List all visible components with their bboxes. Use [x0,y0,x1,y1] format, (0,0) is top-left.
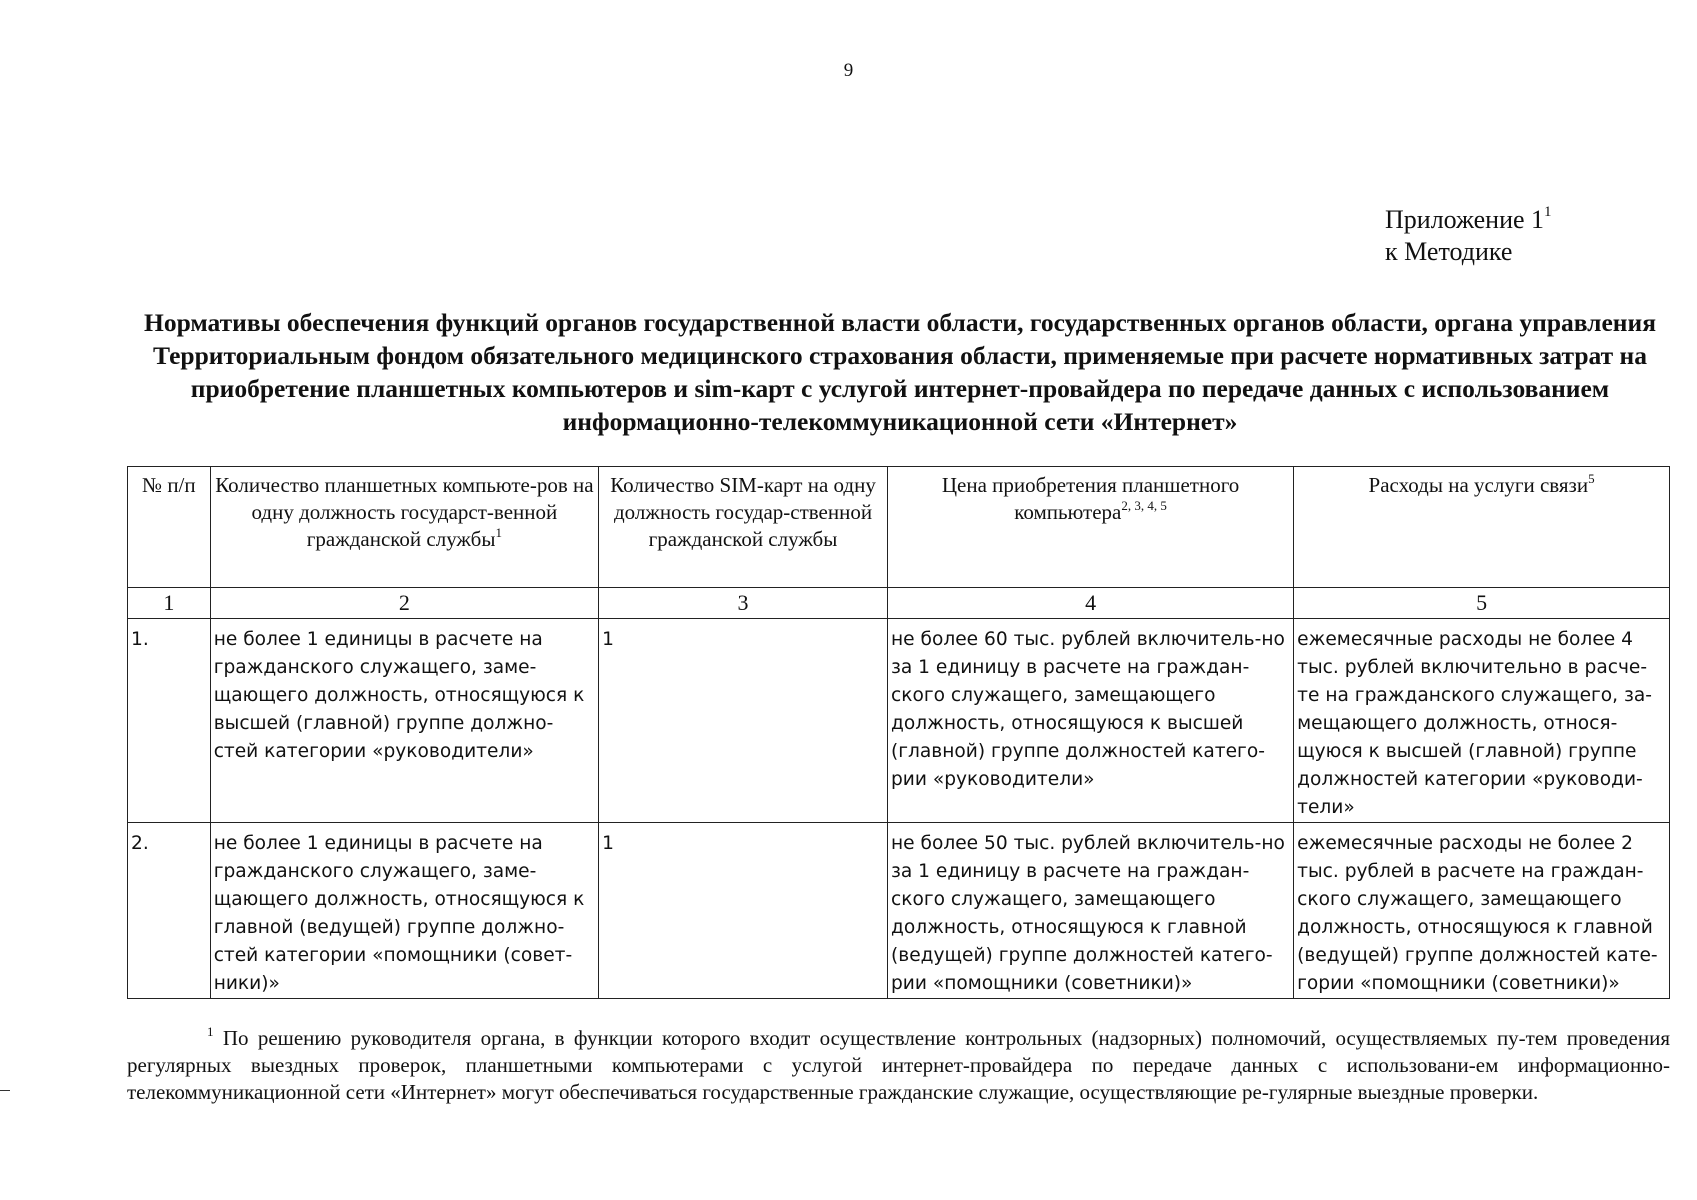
costs-cell: ежемесячные расходы не более 2 тыс. рублей в расчете на граждан-ского служащего, замещающего должность, относящуюся к главной (ведущей) группе должностей кате-гории «помощники (советники)» [1294,823,1670,999]
appendix-sup: 1 [1544,204,1552,220]
column-number: 5 [1294,588,1670,619]
price-cell: не более 60 тыс. рублей включитель-но за 1 единицу в расчете на граждан-ского служащего, замещающего должность, относящуюся к высшей (главной) группе должностей катего-рии «руководители» [887,619,1293,823]
table-row [128,619,1670,823]
row-number: 2. [128,823,211,999]
tablets-cell: не более 1 единицы в расчете на гражданского служащего, заме-щающего должность, относящуюся к высшей (главной) группе должно-стей категории «руководители» [210,619,598,823]
column-number: 1 [128,588,211,619]
column-number: 3 [599,588,888,619]
margin-mark [0,1090,10,1091]
costs-cell: ежемесячные расходы не более 4 тыс. рублей включительно в расче-те на гражданского служащего, за-мещающего должность, относя-щуюся к высшей (главной) группе должностей категории «руководи-тели» [1294,619,1670,823]
footnote-mark: 1 [207,1024,214,1039]
header-cell: Цена приобретения планшетного компьютера$^{2, 3, 4, 5}$ [887,467,1293,588]
column-number: 2 [210,588,598,619]
footnote-text: По решению руководителя органа, в функции которого входит осуществление контрольных (надзорных) полномочий, осуществляемых пу-тем проведения регулярных выездных проверок, планшетными компьютерами с услугой интернет-провайдера по передаче данных с использовани-ем информационно-телекоммуникационной сети «Интернет» могут обеспечиваться государственные гражданские служащие, осуществляющие ре-гулярные выездные проверки. [127,1026,1671,1104]
row-number: 1. [128,619,211,823]
footnote [127,1025,1670,1106]
header-cell: Количество SIM-карт на одну должность государ-ственной гражданской службы [599,467,888,588]
tablets-cell: не более 1 единицы в расчете на гражданского служащего, заме-щающего должность, относящуюся к главной (ведущей) группе должно-стей категории «помощники (совет-ники)» [210,823,598,999]
table-header-row [128,467,1670,588]
column-number: 4 [887,588,1293,619]
document-title: Нормативы обеспечения функций органов государственной власти области, государственных органов области, органа управления Территориальным фондом обязательного медицинского страхования области, применяемые при расчете нормативных затрат на приобретение планшетных компьютеров и sim-карт с услугой интернет-провайдера по передаче данных с использованием информационно-телекоммуникационной сети «Интернет» [143,308,1656,436]
header-cell: Количество планшетных компьюте-ров на одну должность государст-венной гражданской службы$^1$ [210,467,598,588]
header-cell: Расходы на услуги связи$^5$ [1294,467,1670,588]
sim-cell: 1 [599,619,888,823]
sim-cell: 1 [599,823,888,999]
column-number-row [128,588,1670,619]
appendix-line2: к Методике [1385,237,1513,266]
appendix-label [1385,204,1552,268]
norms-table [127,466,1670,999]
header-cell: № п/п [128,467,211,588]
appendix-line1: Приложение 1 [1385,205,1545,234]
price-cell: не более 50 тыс. рублей включитель-но за 1 единицу в расчете на граждан-ского служащего, замещающего должность, относящуюся к главной (ведущей) группе должностей катего-рии «помощники (советники)» [887,823,1293,999]
page-number: 9 [843,60,854,81]
table-row [128,823,1670,999]
